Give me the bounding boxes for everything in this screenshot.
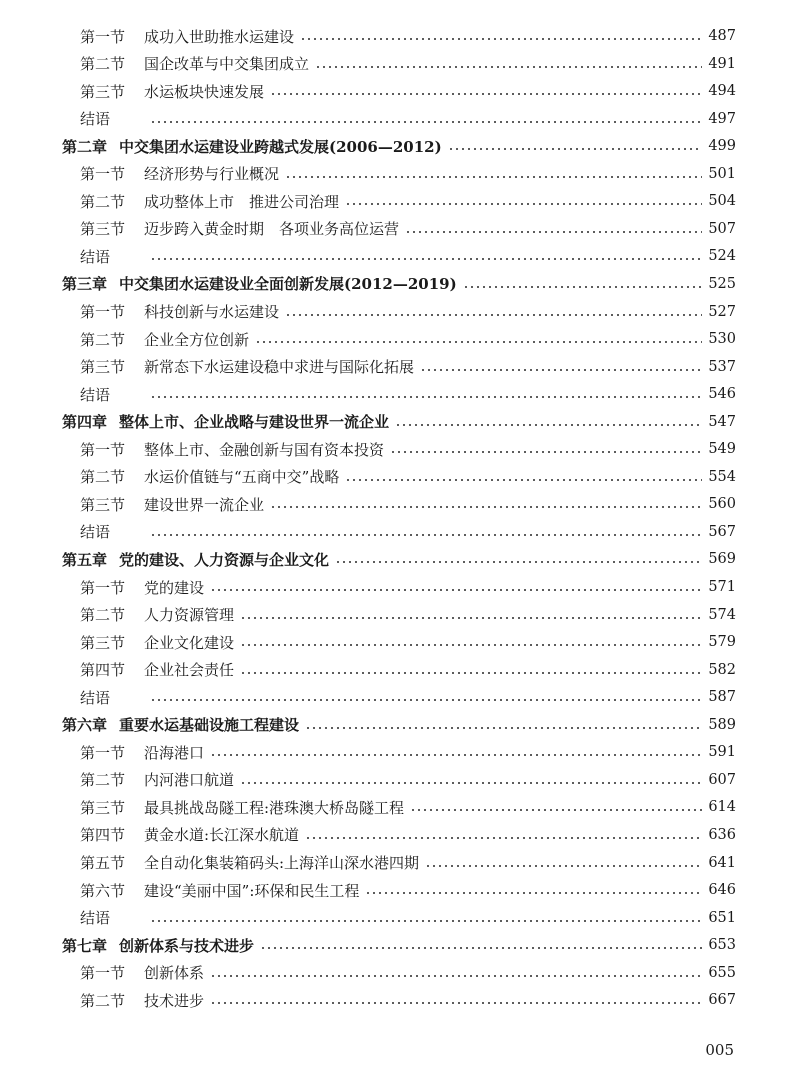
toc-section-entry	[80, 794, 736, 820]
toc-page-number: 497	[708, 110, 736, 127]
toc-entry-title: 国企改革与中交集团成立	[144, 55, 310, 74]
toc-entry-number: 结语	[80, 247, 111, 266]
toc-entry-number: 第一节	[80, 743, 126, 762]
toc-entry-number: 第一节	[80, 964, 126, 983]
toc-chapter-entry	[62, 133, 736, 159]
toc-entry-title: 水运价值链与“五商中交”战略	[144, 468, 340, 487]
toc-entry-number: 第四章	[62, 413, 108, 432]
toc-entry-title: 中交集团水运建设业全面创新发展(2012—2019)	[119, 275, 457, 294]
toc-section-entry	[80, 905, 736, 931]
toc-section-entry	[80, 299, 736, 325]
toc-entry-number: 第四节	[80, 826, 126, 845]
toc-page-number: 569	[708, 551, 736, 568]
dot-leader	[305, 837, 702, 839]
toc-entry-title: 人力资源管理	[144, 606, 235, 625]
toc-entry-title: 重要水运基础设施工程建设	[119, 716, 300, 735]
toc-page-number: 499	[708, 138, 736, 155]
toc-entry-number: 第二节	[80, 192, 126, 211]
toc-entry-number: 第五节	[80, 854, 126, 872]
toc-section-entry	[80, 519, 736, 545]
toc-entry-number: 第一节	[80, 165, 126, 184]
toc-page-number: 579	[708, 634, 736, 651]
toc-page-number: 587	[708, 689, 736, 706]
dot-leader	[390, 451, 702, 453]
toc-section-entry	[80, 243, 736, 269]
toc-page-number: 591	[708, 744, 736, 761]
toc-entry-number: 第一节	[80, 303, 126, 321]
toc-entry-number: 第二章	[62, 137, 108, 156]
toc-section-entry	[80, 739, 736, 765]
toc-entry-title: 内河港口航道	[144, 771, 235, 790]
toc-entry-title: 成功入世助推水运建设	[144, 27, 295, 46]
toc-entry-number: 第二节	[80, 606, 126, 625]
dot-leader	[285, 314, 702, 316]
dot-leader	[300, 38, 702, 40]
toc-page-number: 636	[708, 826, 736, 843]
dot-leader	[345, 203, 702, 205]
toc-entry-number: 结语	[80, 385, 111, 404]
toc-entry-title: 成功整体上市 推进公司治理	[144, 192, 340, 211]
toc-section-entry	[80, 51, 736, 77]
dot-leader	[210, 589, 702, 591]
toc-section-entry	[80, 987, 736, 1013]
dot-leader	[305, 727, 702, 729]
dot-leader	[410, 809, 702, 811]
toc-entry-title: 企业全方位创新	[144, 330, 250, 349]
toc-section-entry	[80, 354, 736, 380]
toc-entry-number: 第二节	[80, 468, 126, 487]
toc-entry-title: 企业社会责任	[144, 661, 235, 680]
dot-leader	[405, 231, 702, 233]
toc-entry-number: 第三章	[62, 275, 108, 294]
toc-entry-title: 创新体系	[144, 964, 205, 983]
toc-section-entry	[80, 850, 736, 876]
toc-section-entry	[80, 23, 736, 49]
toc-section-entry	[80, 960, 736, 986]
toc-entry-number: 结语	[80, 909, 111, 928]
dot-leader	[150, 534, 702, 536]
dot-leader	[420, 369, 702, 371]
toc-section-entry	[80, 877, 736, 903]
toc-page-number: 614	[708, 799, 736, 816]
toc-section-entry	[80, 767, 736, 793]
toc-section-entry	[80, 326, 736, 352]
toc-chapter-entry	[62, 712, 736, 738]
toc-entry-title: 创新体系与技术进步	[119, 936, 255, 955]
toc-page-number: 646	[708, 882, 736, 899]
toc-page-number: 567	[708, 523, 736, 540]
toc-page-number: 571	[708, 579, 736, 595]
toc-entry-number: 第四节	[80, 661, 126, 680]
dot-leader	[240, 782, 702, 784]
dot-leader	[315, 66, 702, 68]
toc-section-entry	[80, 684, 736, 710]
toc-chapter-entry	[62, 546, 736, 572]
toc-entry-title: 黄金水道:长江深水航道	[144, 826, 300, 845]
toc-page-number: 494	[708, 83, 736, 100]
toc-chapter-entry	[62, 409, 736, 435]
toc-page-number: 651	[708, 909, 736, 926]
toc-section-entry	[80, 216, 736, 242]
toc-entry-title: 新常态下水运建设稳中求进与国际化拓展	[144, 358, 415, 377]
toc-entry-number: 第七章	[62, 936, 108, 955]
toc-entry-number: 结语	[80, 110, 111, 129]
toc-section-entry	[80, 436, 736, 462]
toc-entry-number: 第五章	[62, 550, 108, 569]
toc-section-entry	[80, 574, 736, 600]
toc-page-number: 491	[708, 55, 736, 72]
dot-leader	[240, 644, 702, 646]
toc-page-number: 504	[708, 193, 736, 210]
toc-entry-title: 建设“美丽中国”:环保和民生工程	[144, 881, 360, 900]
dot-leader	[255, 341, 702, 343]
toc-page-number: 524	[708, 248, 736, 265]
toc-entry-title: 迈步跨入黄金时期 各项业务高位运营	[144, 220, 400, 239]
toc-page-number: 537	[708, 358, 736, 375]
toc-page-number: 487	[708, 28, 736, 44]
dot-leader	[260, 947, 702, 949]
dot-leader	[150, 920, 702, 922]
dot-leader	[240, 672, 702, 674]
toc-entry-number: 第二节	[80, 991, 126, 1010]
toc-entry-title: 党的建设、人力资源与企业文化	[119, 550, 330, 569]
toc-section-entry	[80, 188, 736, 214]
dot-leader	[270, 93, 702, 95]
toc-page-number: 589	[708, 716, 736, 733]
dot-leader	[345, 479, 702, 481]
toc-page-number: 560	[708, 496, 736, 513]
dot-leader	[395, 424, 702, 426]
dot-leader	[210, 975, 702, 977]
toc-chapter-entry	[62, 271, 736, 297]
toc-entry-title: 最具挑战岛隧工程:港珠澳大桥岛隧工程	[144, 798, 405, 817]
toc-page-number: 530	[708, 331, 736, 348]
dot-leader	[240, 617, 702, 619]
toc-entry-number: 第三节	[80, 495, 126, 514]
toc-section-entry	[80, 822, 736, 848]
toc-entry-title: 沿海港口	[144, 743, 205, 762]
toc-page-number: 549	[708, 441, 736, 458]
toc-section-entry	[80, 491, 736, 517]
toc-entry-title: 企业文化建设	[144, 633, 235, 652]
toc-section-entry	[80, 629, 736, 655]
dot-leader	[150, 699, 702, 701]
toc-entry-title: 整体上市、企业战略与建设世界一流企业	[119, 413, 390, 432]
toc-entry-title: 经济形势与行业概况	[144, 165, 280, 184]
toc-entry-number: 结语	[80, 688, 111, 707]
dot-leader	[210, 754, 702, 756]
dot-leader	[210, 1002, 702, 1004]
toc-section-entry	[80, 657, 736, 683]
toc-page-number: 525	[708, 275, 736, 292]
toc-entry-number: 第三节	[80, 82, 126, 101]
dot-leader	[335, 561, 702, 563]
dot-leader	[270, 506, 702, 508]
toc-entry-title: 技术进步	[144, 991, 205, 1010]
toc-entry-number: 第一节	[80, 440, 126, 459]
dot-leader	[463, 286, 703, 288]
toc-page-number: 653	[708, 937, 736, 954]
toc-entry-title: 建设世界一流企业	[144, 495, 265, 514]
dot-leader	[425, 865, 702, 867]
toc-entry-title: 整体上市、金融创新与国有资本投资	[144, 440, 385, 459]
toc-page-number: 582	[708, 661, 736, 678]
dot-leader	[150, 258, 702, 260]
toc-section-entry	[80, 161, 736, 187]
toc-entry-number: 第一节	[80, 27, 126, 46]
toc-entry-number: 第三节	[80, 358, 126, 377]
toc-page-number: 546	[708, 386, 736, 403]
toc-page-number: 501	[708, 165, 736, 182]
toc-chapter-entry	[62, 932, 736, 958]
toc-entry-title: 水运板块快速发展	[144, 82, 265, 101]
toc-entry-title: 科技创新与水运建设	[144, 303, 280, 321]
toc-entry-number: 结语	[80, 523, 111, 542]
toc-entry-number: 第一节	[80, 578, 126, 597]
toc-entry-title: 全自动化集装箱码头:上海洋山深水港四期	[144, 854, 420, 872]
toc-entry-number: 第二节	[80, 330, 126, 349]
toc-page-number: 507	[708, 220, 736, 237]
toc-entry-number: 第三节	[80, 220, 126, 239]
toc-section-entry	[80, 78, 736, 104]
toc-section-entry	[80, 381, 736, 407]
toc-section-entry	[80, 464, 736, 490]
toc-page-number: 554	[708, 468, 736, 485]
toc-page-number: 574	[708, 606, 736, 623]
toc-entry-number: 第二节	[80, 771, 126, 790]
toc-entry-number: 第六章	[62, 716, 108, 735]
toc-entry-title: 党的建设	[144, 578, 205, 597]
toc-entry-number: 第六节	[80, 881, 126, 900]
toc-page-number: 547	[708, 413, 736, 430]
toc-page-number: 527	[708, 303, 736, 320]
dot-leader	[448, 148, 703, 150]
dot-leader	[150, 121, 702, 123]
toc-page-number: 655	[708, 964, 736, 981]
toc-section-entry	[80, 106, 736, 132]
page-folio: 005	[705, 1041, 734, 1059]
toc-page-number: 607	[708, 771, 736, 788]
dot-leader	[150, 396, 702, 398]
toc-page-number: 641	[708, 854, 736, 871]
toc-entry-number: 第三节	[80, 798, 126, 817]
dot-leader	[365, 892, 702, 894]
toc-entry-title: 中交集团水运建设业跨越式发展(2006—2012)	[119, 137, 442, 156]
toc-page-number: 667	[708, 992, 736, 1009]
dot-leader	[285, 176, 702, 178]
toc-entry-number: 第二节	[80, 55, 126, 74]
toc-entry-number: 第三节	[80, 633, 126, 652]
toc-section-entry	[80, 602, 736, 628]
